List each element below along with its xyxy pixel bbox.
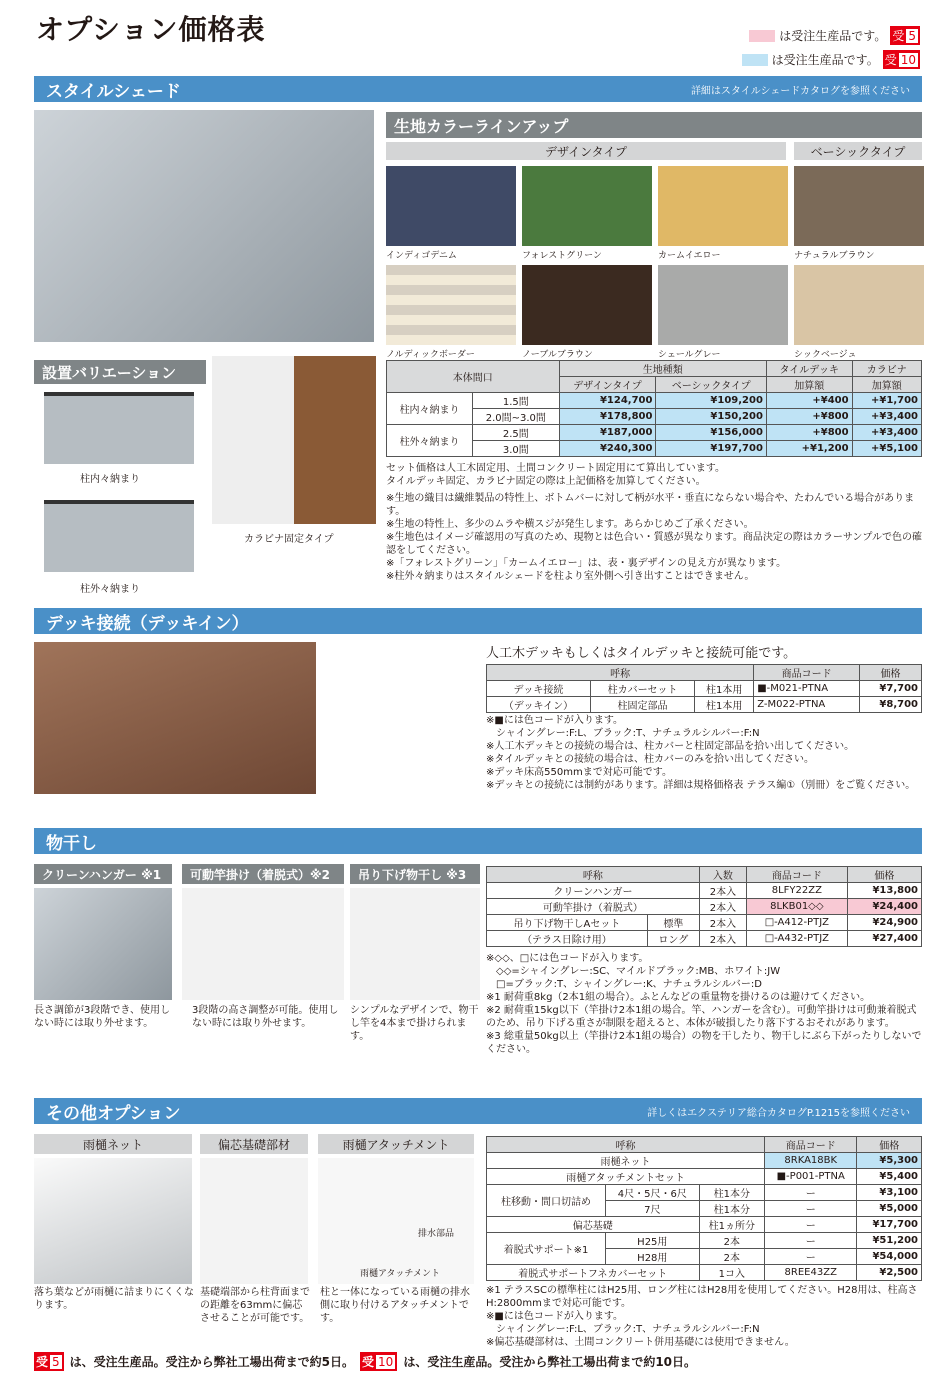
dry-p2: 可動竿掛け（着脱式）※2 bbox=[182, 864, 344, 884]
other-table: 呼称 商品コード 価格 雨樋ネット 8RKA18BK ¥5,300 雨樋アタッチメントセット ■-P001-PTNA ¥5,400 柱移動・間口切詰め 4尺・5尺・6尺 柱1本分 ー ¥3,100 7尺 柱1本分 ー ¥5,000 偏芯基礎 柱1ヵ所分 ー ¥17,700 着脱式サポート※1 H25用 2本 ー ¥51,200 H28用 2本 ー ¥54,000 着脱式サポートフネカバーセット 1コ入 8REE43ZZ ¥2,500 bbox=[486, 1136, 922, 1281]
deck-photo bbox=[34, 642, 316, 794]
var1-label: 柱内々納まり bbox=[80, 474, 140, 485]
other-img2 bbox=[200, 1158, 308, 1284]
section-dry: 物干し bbox=[34, 828, 922, 854]
swatch-grid: インディゴデニム フォレストグリーン カームイエロー ナチュラルブラウン ノルディックボーダー ノーブルブラウン シェールグレー シックベージュ bbox=[386, 166, 926, 360]
other-notes: ※1 テラスSCの標準柱にはH25用、ロング柱にはH28用を使用してください。H28用は、柱高さH:2800mmまで対応可能です。 ※■には色コードが入ります。 シャイングレー:F:L、ブラック:T、ナチュラルシルバー:F:N ※偏芯基礎部材は、土間コンクリート併用基礎には使用できません。 bbox=[486, 1285, 918, 1348]
other-o2: 偏芯基礎部材 bbox=[200, 1134, 308, 1154]
other-d1: 落ち葉などが雨樋に詰まりにくくなります。 bbox=[34, 1287, 194, 1311]
dry-d2: 3段階の高さ調整が可能。使用しない時には取り外せます。 bbox=[192, 1005, 339, 1029]
drain-label: 排水部品 bbox=[418, 1229, 455, 1239]
deck-lead: 人工木デッキもしくはタイルデッキと接続可能です。 bbox=[486, 646, 797, 661]
section-other: その他オプション 詳しくはエクステリア総合カタログP.1215を参照ください bbox=[34, 1098, 922, 1124]
deck-notes: ※■には色コードが入ります。 シャイングレー:F:L、ブラック:T、ナチュラルシルバー:F:N ※人工木デッキとの接続の場合は、柱カバーと柱固定部品を拾い出してください。 ※タイルデッキとの接続の場合は、柱カバーのみを拾い出してください。 ※デッキ床高550mmまで対応可能です。 ※デッキとの接続には制約があります。詳細は規格価格表 テラス編①（別冊）をご覧ください。 bbox=[486, 715, 916, 791]
other-d3: 柱と一体になっている雨樋の排水側に取り付けるアタッチメントです。 bbox=[320, 1287, 470, 1324]
dry-d1: 長さ調節が3段階でき、使用しない時には取り外せます。 bbox=[34, 1005, 170, 1029]
shade-photo bbox=[34, 110, 374, 342]
other-img1 bbox=[34, 1158, 192, 1284]
karabina-image bbox=[212, 356, 376, 524]
karabina-label: カラビナ固定タイプ bbox=[244, 534, 334, 545]
legend-blue: は受注生産品です。 受 10 bbox=[742, 50, 920, 69]
footer: 受 5 は、受注生産品。受注から弊社工場出荷まで約5日。 受 10 は、受注生産品。受注から弊社工場出荷まで約10日。 bbox=[34, 1352, 696, 1371]
var2-image bbox=[44, 500, 194, 572]
dry-img1 bbox=[34, 888, 172, 1000]
design-type: デザインタイプ bbox=[386, 142, 786, 160]
var2-label: 柱外々納まり bbox=[80, 584, 140, 595]
dry-d3: シンプルなデザインで、物干し竿を4本まで掛けられます。 bbox=[350, 1005, 479, 1042]
dry-table: 呼称 入数 商品コード 価格 クリーンハンガー 2本入 8LFY22ZZ ¥13,800 可動竿掛け（着脱式） 2本入 8LKB01◇◇ ¥24,400 吊り下げ物干しAセット 標準 2本入 □-A412-PTJZ ¥24,900 （テラス日除け用） ロング 2本入 □-A432-PTJZ ¥27,400 bbox=[486, 866, 922, 947]
dry-p1: クリーンハンガー ※1 bbox=[34, 864, 172, 884]
other-d2: 基礎端部から柱背面までの距離を63mmに偏芯させることが可能です。 bbox=[200, 1287, 310, 1324]
other-o3: 雨樋アタッチメント bbox=[318, 1134, 474, 1154]
dry-img3 bbox=[350, 888, 480, 1000]
legend-pink: は受注生産品です。 受 5 bbox=[749, 26, 920, 45]
variation-title: 設置バリエーション bbox=[34, 360, 206, 384]
dry-p3: 吊り下げ物干し ※3 bbox=[350, 864, 480, 884]
attach-label: 雨樋アタッチメント bbox=[360, 1269, 441, 1279]
lineup-title: 生地カラーラインアップ bbox=[386, 112, 922, 138]
other-o1: 雨樋ネット bbox=[34, 1134, 192, 1154]
shade-notes: セット価格は人工木固定用、土間コンクリート固定用にて算出しています。 タイルデッキ固定、カラビナ固定の際は上記価格を加算してください。 ※生地の織目は繊維製品の特性上、ボトムバーに対して柄が水平・垂直にならない場合や、たわんでいる場合があります。 ※生地の特性上、多少のムラや横スジが発生します。あらかじめご了承ください。 ※生地色はイメージ確認用の写真のため、現物とは色合い・質感が異なります。商品決定の際はカラーサンプルで色の確認をしてください。 ※「フォレストグリーン」「カームイエロー」は、表・裏デザインの見え方が異なります。 ※柱外々納まりはスタイルシェードを柱より室外側へ引き出すことはできません。 bbox=[386, 463, 922, 582]
dry-notes: ※◇◇、□には色コードが入ります。 ◇◇=シャイングレー:SC、マイルドブラック:MB、ホワイト:JW □=ブラック:T、シャイングレー:K、ナチュラルシルバー:D ※1 耐荷重8kg（2本1組の場合）。ふとんなどの重量物を掛けるのは避けてください。 ※2 耐荷重15kg以下（竿掛け2本1組の場合。竿、ハンガーを含む）。可動竿掛けは可動兼着脱式のため、吊り下げる重さが制限を超えると、本体が破損したり落下するおそれがあります。 ※3 総重量50kg以上（竿掛け2本1組の場合）の物を干したり、物干しにぶら下がったりしないでください。 bbox=[486, 953, 922, 1055]
dry-img2 bbox=[182, 888, 344, 1000]
section-shade: スタイルシェード 詳細はスタイルシェードカタログを参照ください bbox=[34, 76, 922, 102]
deck-table: 呼称 商品コード 価格 デッキ接続 柱カバーセット 柱1本用 ■-M021-PTNA ¥7,700 （デッキイン） 柱固定部品 柱1本用 Z-M022-PTNA ¥8,700 bbox=[486, 664, 922, 713]
shade-price-table: 本体間口 生地種類 タイルデッキ カラビナ デザインタイプ ベーシックタイプ 加算額 加算額 柱内々納まり 1.5間 ¥124,700 ¥109,200 +¥400 +¥1,700 2.0間~3.0間 ¥178,800 ¥150,200 +¥800 +¥3,400 柱外々納まり 2.5間 ¥187,000 ¥156,000 +¥800 +¥3,400 3.0間 ¥240,300 ¥197,700 +¥1,200 +¥5,100 bbox=[386, 360, 922, 457]
basic-type: ベーシックタイプ bbox=[794, 142, 922, 160]
section-deck: デッキ接続（デッキイン） bbox=[34, 608, 922, 634]
page-title: オプション価格表 bbox=[36, 13, 266, 46]
var1-image bbox=[44, 392, 194, 464]
